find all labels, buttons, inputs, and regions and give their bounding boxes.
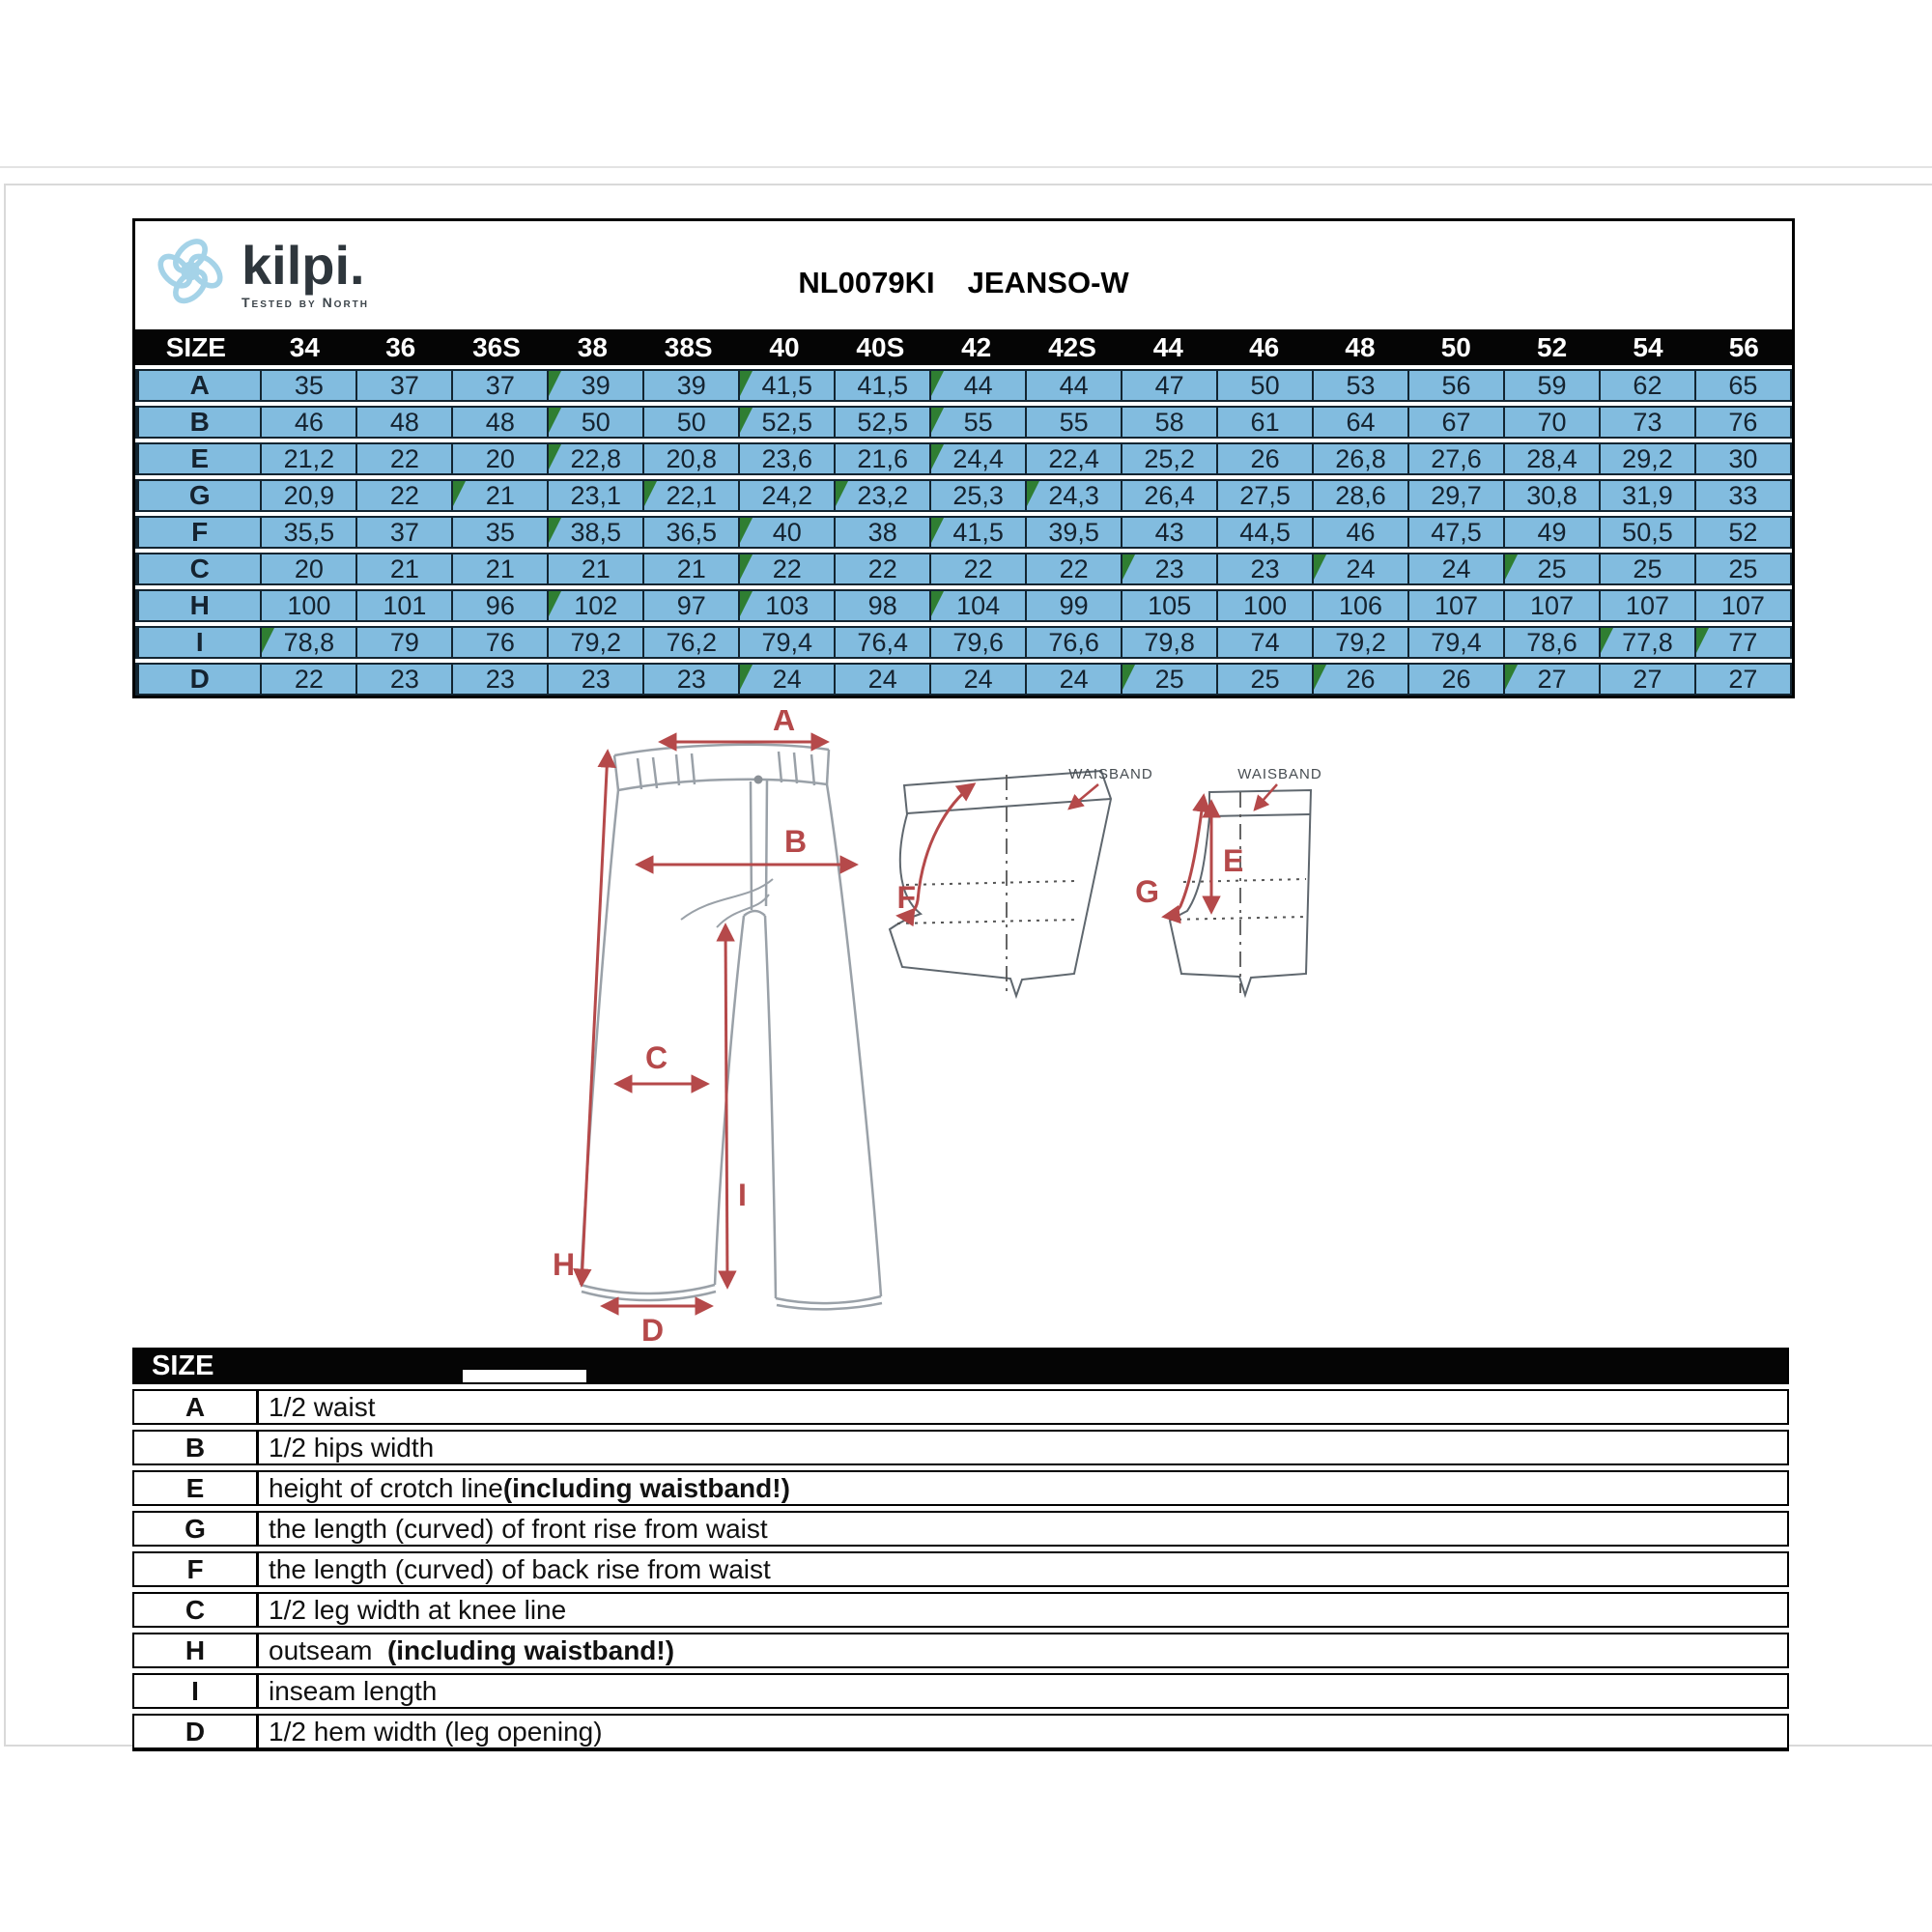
legend-description: inseam length <box>269 1675 438 1706</box>
label-e: E <box>1223 843 1244 878</box>
size-value-cell: 107 <box>1694 591 1790 620</box>
legend-row <box>132 1633 1789 1668</box>
size-value-cell: 105 <box>1121 591 1216 620</box>
green-corner-flag-icon <box>1122 665 1135 690</box>
arrow-h <box>582 752 608 1285</box>
size-value-cell: 96 <box>451 591 547 620</box>
size-value-cell: 20,9 <box>260 481 355 510</box>
size-value-cell: 23,6 <box>738 444 834 473</box>
size-value-cell: 41,5 <box>834 371 929 400</box>
size-value-cell: 107 <box>1407 591 1503 620</box>
waistband-pointer-2 <box>1255 784 1277 810</box>
green-corner-flag-icon <box>740 665 753 690</box>
size-value-cell: 61 <box>1216 408 1312 437</box>
arrow-g <box>1164 796 1204 917</box>
size-value-cell: 76,6 <box>1025 628 1121 657</box>
size-value-cell: 52 <box>1694 518 1790 547</box>
size-value-cell: 26,8 <box>1312 444 1407 473</box>
size-value-cell: 30 <box>1694 444 1790 473</box>
size-value-cell: 35 <box>260 371 355 400</box>
legend-table <box>132 1348 1789 1751</box>
size-column-header: 52 <box>1537 331 1568 362</box>
legend-description: outseam (including waistband!) <box>269 1634 675 1665</box>
size-value-cell: 97 <box>642 591 738 620</box>
size-value-cell: 79,6 <box>929 628 1025 657</box>
size-value-cell: 27 <box>1503 665 1599 694</box>
measure-letter: C <box>137 554 260 583</box>
label-a: A <box>773 710 796 737</box>
size-value-cell: 28,4 <box>1503 444 1599 473</box>
label-c: C <box>645 1040 668 1075</box>
legend-description: 1/2 leg width at knee line <box>269 1594 567 1625</box>
size-value-cell: 23 <box>547 665 642 694</box>
size-value-cell: 22,4 <box>1025 444 1121 473</box>
legend-letter: B <box>134 1432 259 1463</box>
size-value-cell: 24,3 <box>1025 481 1121 510</box>
size-column-header: 38S <box>664 331 713 362</box>
size-value-cell: 77 <box>1694 628 1790 657</box>
size-value-cell: 25 <box>1503 554 1599 583</box>
size-value-cell: 101 <box>355 591 451 620</box>
size-value-cell: 37 <box>355 518 451 547</box>
size-value-cell: 31,9 <box>1599 481 1694 510</box>
size-value-cell: 26 <box>1216 444 1312 473</box>
size-value-cell: 50 <box>1216 371 1312 400</box>
size-value-cell: 24 <box>834 665 929 694</box>
brand-tagline: Tested by North <box>242 295 370 310</box>
legend-row <box>132 1470 1789 1506</box>
size-value-cell: 38 <box>834 518 929 547</box>
size-value-cell: 24 <box>1025 665 1121 694</box>
green-corner-flag-icon <box>453 481 466 506</box>
size-value-cell: 37 <box>355 371 451 400</box>
legend-header-label: SIZE <box>152 1350 214 1381</box>
size-value-cell: 106 <box>1312 591 1407 620</box>
size-value-cell: 102 <box>547 591 642 620</box>
size-value-cell: 79,2 <box>547 628 642 657</box>
size-value-cell: 58 <box>1121 408 1216 437</box>
size-value-cell: 21 <box>451 481 547 510</box>
measure-letter: E <box>137 444 260 473</box>
measure-letter: I <box>137 628 260 657</box>
size-value-cell: 78,6 <box>1503 628 1599 657</box>
size-value-cell: 21 <box>451 554 547 583</box>
size-value-cell: 76 <box>1694 408 1790 437</box>
size-chart-box <box>132 218 1795 698</box>
size-table-row <box>135 479 1792 512</box>
size-column-header: 48 <box>1345 331 1376 362</box>
measure-letter: F <box>137 518 260 547</box>
green-corner-flag-icon <box>549 518 561 543</box>
size-value-cell: 50 <box>547 408 642 437</box>
size-value-cell: 79,8 <box>1121 628 1216 657</box>
size-column-header: 34 <box>289 331 320 362</box>
size-value-cell: 48 <box>355 408 451 437</box>
size-value-cell: 41,5 <box>929 518 1025 547</box>
size-column-header: 40S <box>856 331 905 362</box>
size-column-header: 36 <box>385 331 416 362</box>
size-value-cell: 55 <box>929 408 1025 437</box>
size-value-cell: 33 <box>1694 481 1790 510</box>
size-value-cell: 24,4 <box>929 444 1025 473</box>
legend-header-row <box>132 1348 1789 1384</box>
size-value-cell: 21 <box>355 554 451 583</box>
size-header-label: SIZE <box>165 331 226 362</box>
size-value-cell: 38,5 <box>547 518 642 547</box>
size-value-cell: 22 <box>738 554 834 583</box>
size-value-cell: 50,5 <box>1599 518 1694 547</box>
size-value-cell: 47 <box>1121 371 1216 400</box>
size-value-cell: 59 <box>1503 371 1599 400</box>
label-f: F <box>896 880 916 915</box>
green-corner-flag-icon <box>1122 554 1135 580</box>
size-value-cell: 27,5 <box>1216 481 1312 510</box>
size-table-row <box>135 406 1792 439</box>
size-value-cell: 23 <box>355 665 451 694</box>
size-table-row <box>135 589 1792 622</box>
size-value-cell: 100 <box>1216 591 1312 620</box>
green-corner-flag-icon <box>549 408 561 433</box>
size-value-cell: 39,5 <box>1025 518 1121 547</box>
green-corner-flag-icon <box>836 481 848 506</box>
legend-row <box>132 1592 1789 1628</box>
green-corner-flag-icon <box>740 554 753 580</box>
size-value-cell: 79 <box>355 628 451 657</box>
size-value-cell: 40 <box>738 518 834 547</box>
size-value-cell: 77,8 <box>1599 628 1694 657</box>
green-corner-flag-icon <box>740 518 753 543</box>
size-value-cell: 25 <box>1121 665 1216 694</box>
green-corner-flag-icon <box>740 408 753 433</box>
measure-letter: A <box>137 371 260 400</box>
size-value-cell: 23 <box>451 665 547 694</box>
green-corner-flag-icon <box>931 591 944 616</box>
size-value-cell: 48 <box>451 408 547 437</box>
size-value-cell: 107 <box>1503 591 1599 620</box>
size-value-cell: 47,5 <box>1407 518 1503 547</box>
product-name: JEANSO-W <box>967 266 1129 299</box>
size-column-header: 44 <box>1152 331 1183 362</box>
legend-row <box>132 1673 1789 1709</box>
size-column-header: 54 <box>1633 331 1663 362</box>
label-i: I <box>738 1178 747 1212</box>
size-value-cell: 43 <box>1121 518 1216 547</box>
size-value-cell: 21 <box>547 554 642 583</box>
size-value-cell: 50 <box>642 408 738 437</box>
green-corner-flag-icon <box>549 444 561 469</box>
size-value-cell: 22 <box>929 554 1025 583</box>
legend-row <box>132 1714 1789 1751</box>
size-value-cell: 25,3 <box>929 481 1025 510</box>
legend-description: the length (curved) of front rise from waist <box>269 1513 768 1544</box>
green-corner-flag-icon <box>931 444 944 469</box>
size-table-header-row <box>135 329 1792 365</box>
measurement-diagram <box>444 710 1420 1348</box>
legend-body <box>132 1389 1789 1751</box>
size-table-body <box>135 369 1792 696</box>
legend-header-patch <box>463 1370 586 1382</box>
size-column-header: 38 <box>577 331 608 362</box>
legend-letter: C <box>134 1594 259 1626</box>
size-value-cell: 26 <box>1407 665 1503 694</box>
legend-letter: F <box>134 1553 259 1585</box>
size-value-cell: 53 <box>1312 371 1407 400</box>
arrow-i <box>725 925 727 1287</box>
waistband-pointer-1 <box>1069 784 1098 809</box>
size-value-cell: 29,2 <box>1599 444 1694 473</box>
pants-front-outline <box>444 745 882 1310</box>
waistband-label-1: WAISBAND <box>1068 766 1153 782</box>
size-column-header: 42S <box>1048 331 1096 362</box>
size-value-cell: 41,5 <box>738 371 834 400</box>
legend-letter: I <box>134 1675 259 1707</box>
legend-description: 1/2 waist <box>269 1391 376 1422</box>
size-value-cell: 36,5 <box>642 518 738 547</box>
size-value-cell: 29,7 <box>1407 481 1503 510</box>
size-value-cell: 62 <box>1599 371 1694 400</box>
size-column-header: 42 <box>961 331 992 362</box>
legend-letter: A <box>134 1391 259 1423</box>
size-table-row <box>135 553 1792 585</box>
size-value-cell: 52,5 <box>738 408 834 437</box>
size-table-row <box>135 369 1792 402</box>
page-top-divider <box>0 166 1932 168</box>
size-value-cell: 20,8 <box>642 444 738 473</box>
measure-letter: G <box>137 481 260 510</box>
green-corner-flag-icon <box>1696 628 1709 653</box>
legend-letter: D <box>134 1716 259 1747</box>
size-value-cell: 23,1 <box>547 481 642 510</box>
size-value-cell: 78,8 <box>260 628 355 657</box>
product-code: NL0079KI <box>798 266 935 299</box>
size-value-cell: 26 <box>1312 665 1407 694</box>
green-corner-flag-icon <box>931 371 944 396</box>
front-pattern-piece <box>1170 790 1311 995</box>
size-value-cell: 55 <box>1025 408 1121 437</box>
size-value-cell: 39 <box>642 371 738 400</box>
brand-text <box>242 235 370 310</box>
back-pattern-piece <box>890 771 1111 996</box>
size-value-cell: 79,4 <box>1407 628 1503 657</box>
size-value-cell: 23 <box>1216 554 1312 583</box>
size-value-cell: 24 <box>929 665 1025 694</box>
size-value-cell: 65 <box>1694 371 1790 400</box>
legend-description: the length (curved) of back rise from waist <box>269 1553 771 1584</box>
size-value-cell: 23 <box>642 665 738 694</box>
label-b: B <box>784 824 808 859</box>
size-value-cell: 21,6 <box>834 444 929 473</box>
size-value-cell: 22 <box>355 481 451 510</box>
brand-logo <box>153 233 369 318</box>
green-corner-flag-icon <box>549 591 561 616</box>
green-corner-flag-icon <box>740 591 753 616</box>
size-value-cell: 24 <box>1312 554 1407 583</box>
size-value-cell: 44 <box>929 371 1025 400</box>
green-corner-flag-icon <box>1505 554 1518 580</box>
legend-letter: E <box>134 1472 259 1504</box>
legend-letter: G <box>134 1513 259 1545</box>
size-table-row <box>135 663 1792 696</box>
measure-letter: B <box>137 408 260 437</box>
size-value-cell: 98 <box>834 591 929 620</box>
size-table-row <box>135 516 1792 549</box>
size-value-cell: 23 <box>1121 554 1216 583</box>
size-value-cell: 26,4 <box>1121 481 1216 510</box>
size-column-header: 50 <box>1440 331 1471 362</box>
size-table-row <box>135 626 1792 659</box>
green-corner-flag-icon <box>1505 665 1518 690</box>
green-corner-flag-icon <box>262 628 274 653</box>
size-value-cell: 21,2 <box>260 444 355 473</box>
size-value-cell: 70 <box>1503 408 1599 437</box>
size-value-cell: 27,6 <box>1407 444 1503 473</box>
legend-row <box>132 1430 1789 1465</box>
size-value-cell: 44,5 <box>1216 518 1312 547</box>
size-value-cell: 22 <box>260 665 355 694</box>
page-title <box>798 266 1128 300</box>
size-value-cell: 46 <box>1312 518 1407 547</box>
green-corner-flag-icon <box>931 518 944 543</box>
size-value-cell: 23,2 <box>834 481 929 510</box>
legend-description: 1/2 hem width (leg opening) <box>269 1716 603 1747</box>
size-value-cell: 28,6 <box>1312 481 1407 510</box>
size-column-header: 46 <box>1249 331 1280 362</box>
size-value-cell: 24,2 <box>738 481 834 510</box>
size-value-cell: 44 <box>1025 371 1121 400</box>
size-value-cell: 104 <box>929 591 1025 620</box>
waistband-label-2: WAISBAND <box>1237 766 1322 782</box>
size-value-cell: 37 <box>451 371 547 400</box>
size-value-cell: 56 <box>1407 371 1503 400</box>
size-value-cell: 30,8 <box>1503 481 1599 510</box>
label-h: H <box>553 1247 576 1282</box>
brand-wordmark: kilpi. <box>242 235 365 296</box>
size-value-cell: 20 <box>260 554 355 583</box>
size-value-cell: 24 <box>738 665 834 694</box>
size-value-cell: 76,4 <box>834 628 929 657</box>
label-d: D <box>641 1313 665 1348</box>
size-value-cell: 22 <box>355 444 451 473</box>
size-value-cell: 103 <box>738 591 834 620</box>
size-value-cell: 99 <box>1025 591 1121 620</box>
size-value-cell: 46 <box>260 408 355 437</box>
kilpi-knot-icon <box>153 233 228 318</box>
label-g: G <box>1135 874 1159 909</box>
size-value-cell: 35,5 <box>260 518 355 547</box>
legend-row <box>132 1511 1789 1547</box>
size-column-header: 36S <box>472 331 521 362</box>
green-corner-flag-icon <box>1601 628 1613 653</box>
size-value-cell: 27 <box>1694 665 1790 694</box>
size-value-cell: 25 <box>1216 665 1312 694</box>
green-corner-flag-icon <box>644 481 657 506</box>
green-corner-flag-icon <box>1027 481 1039 506</box>
measure-letter: H <box>137 591 260 620</box>
size-value-cell: 39 <box>547 371 642 400</box>
size-table-row <box>135 442 1792 475</box>
size-value-cell: 24 <box>1407 554 1503 583</box>
size-value-cell: 22,1 <box>642 481 738 510</box>
legend-description: height of crotch line (including waistband!) <box>269 1472 790 1503</box>
size-value-cell: 22 <box>1025 554 1121 583</box>
size-value-cell: 49 <box>1503 518 1599 547</box>
size-value-cell: 25,2 <box>1121 444 1216 473</box>
size-value-cell: 25 <box>1694 554 1790 583</box>
size-value-cell: 25 <box>1599 554 1694 583</box>
green-corner-flag-icon <box>931 408 944 433</box>
legend-letter: H <box>134 1634 259 1666</box>
size-value-cell: 22,8 <box>547 444 642 473</box>
legend-row <box>132 1389 1789 1425</box>
size-value-cell: 20 <box>451 444 547 473</box>
size-value-cell: 64 <box>1312 408 1407 437</box>
green-corner-flag-icon <box>740 371 753 396</box>
size-value-cell: 100 <box>260 591 355 620</box>
header-band <box>135 221 1792 329</box>
size-value-cell: 79,2 <box>1312 628 1407 657</box>
size-value-cell: 35 <box>451 518 547 547</box>
size-value-cell: 76 <box>451 628 547 657</box>
measure-letter: D <box>137 665 260 694</box>
green-corner-flag-icon <box>1314 665 1326 690</box>
size-column-header: 56 <box>1728 331 1759 362</box>
green-corner-flag-icon <box>1314 554 1326 580</box>
legend-row <box>132 1551 1789 1587</box>
size-value-cell: 107 <box>1599 591 1694 620</box>
size-value-cell: 73 <box>1599 408 1694 437</box>
size-value-cell: 27 <box>1599 665 1694 694</box>
size-value-cell: 79,4 <box>738 628 834 657</box>
size-value-cell: 52,5 <box>834 408 929 437</box>
size-value-cell: 21 <box>642 554 738 583</box>
size-value-cell: 76,2 <box>642 628 738 657</box>
size-value-cell: 74 <box>1216 628 1312 657</box>
green-corner-flag-icon <box>549 371 561 396</box>
legend-description: 1/2 hips width <box>269 1432 435 1463</box>
size-column-header: 40 <box>769 331 800 362</box>
size-value-cell: 67 <box>1407 408 1503 437</box>
size-value-cell: 22 <box>834 554 929 583</box>
